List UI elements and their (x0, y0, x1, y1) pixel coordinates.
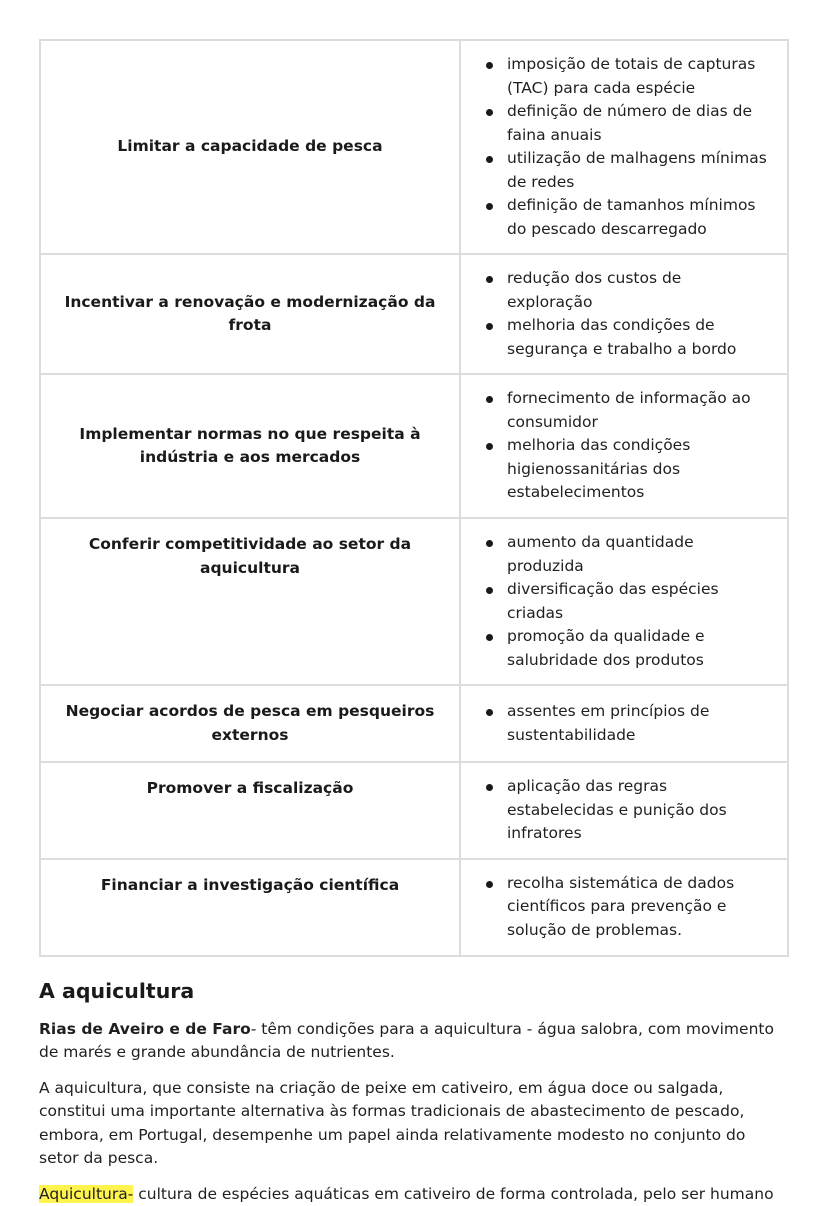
list-item: imposição de totais de capturas (TAC) para cada espécie (507, 53, 771, 100)
actions-cell (460, 859, 788, 956)
list-item: recolha sistemática de dados científicos para prevenção e solução de problemas. (507, 872, 771, 943)
actions-list (481, 872, 771, 943)
goal-cell: Promover a fiscalização (40, 762, 460, 859)
goal-cell: Negociar acordos de pesca em pesqueiros externos (40, 685, 460, 762)
table-row (40, 40, 788, 254)
list-item: redução dos custos de exploração (507, 267, 771, 314)
fishing-measures-table (39, 39, 789, 957)
actions-cell (460, 40, 788, 254)
list-item: promoção da qualidade e salubridade dos produtos (507, 625, 771, 672)
list-item: definição de número de dias de faina anuais (507, 100, 771, 147)
rias-paragraph (39, 1018, 789, 1065)
list-item: fornecimento de informação ao consumidor (507, 387, 771, 434)
list-item: aumento da quantidade produzida (507, 531, 771, 578)
actions-cell (460, 254, 788, 374)
list-item: melhoria das condições higienossanitárias dos estabelecimentos (507, 434, 771, 505)
list-item: utilização de malhagens mínimas de redes (507, 147, 771, 194)
goal-cell: Implementar normas no que respeita à indústria e aos mercados (40, 374, 460, 518)
actions-list (481, 53, 771, 241)
actions-cell (460, 374, 788, 518)
actions-cell (460, 518, 788, 685)
goal-cell: Financiar a investigação científica (40, 859, 460, 956)
goal-cell: Conferir competitividade ao setor da aquicultura (40, 518, 460, 685)
actions-cell (460, 762, 788, 859)
goal-cell: Incentivar a renovação e modernização da frota (40, 254, 460, 374)
table-row (40, 762, 788, 859)
list-item: melhoria das condições de segurança e trabalho a bordo (507, 314, 771, 361)
list-item: definição de tamanhos mínimos do pescado descarregado (507, 194, 771, 241)
list-item: aplicação das regras estabelecidas e punição dos infratores (507, 775, 771, 846)
actions-list (481, 775, 771, 846)
list-item: assentes em princípios de sustentabilidade (507, 700, 771, 747)
section-heading: A aquicultura (39, 977, 789, 1005)
goal-cell: Limitar a capacidade de pesca (40, 40, 460, 254)
list-item: diversificação das espécies criadas (507, 578, 771, 625)
definition-paragraph (39, 1183, 789, 1206)
rias-text: - têm condições para a aquicultura - água salobra, com movimento de marés e grande abundância de nutrientes. (39, 1020, 774, 1062)
table-row (40, 685, 788, 762)
table-row (40, 859, 788, 956)
actions-cell (460, 685, 788, 762)
actions-list (481, 531, 771, 672)
document-page (39, 39, 789, 1206)
actions-list (481, 267, 771, 361)
definition-text: cultura de espécies aquáticas em cativeiro de forma controlada, pelo ser humano (133, 1185, 773, 1203)
table-row (40, 374, 788, 518)
table-row (40, 254, 788, 374)
highlighted-term: Aquicultura- (39, 1185, 133, 1203)
rias-term: Rias de Aveiro e de Faro (39, 1020, 251, 1038)
actions-list (481, 700, 771, 747)
actions-list (481, 387, 771, 505)
aquaculture-paragraph: A aquicultura, que consiste na criação de peixe em cativeiro, em água doce ou salgada, constitui uma importante alternativa às formas tradicionais de abastecimento de pescado, embora, em Portugal, desempenhe um papel ainda relativamente modesto no conjunto do setor da pesca. (39, 1077, 789, 1171)
table-row (40, 518, 788, 685)
